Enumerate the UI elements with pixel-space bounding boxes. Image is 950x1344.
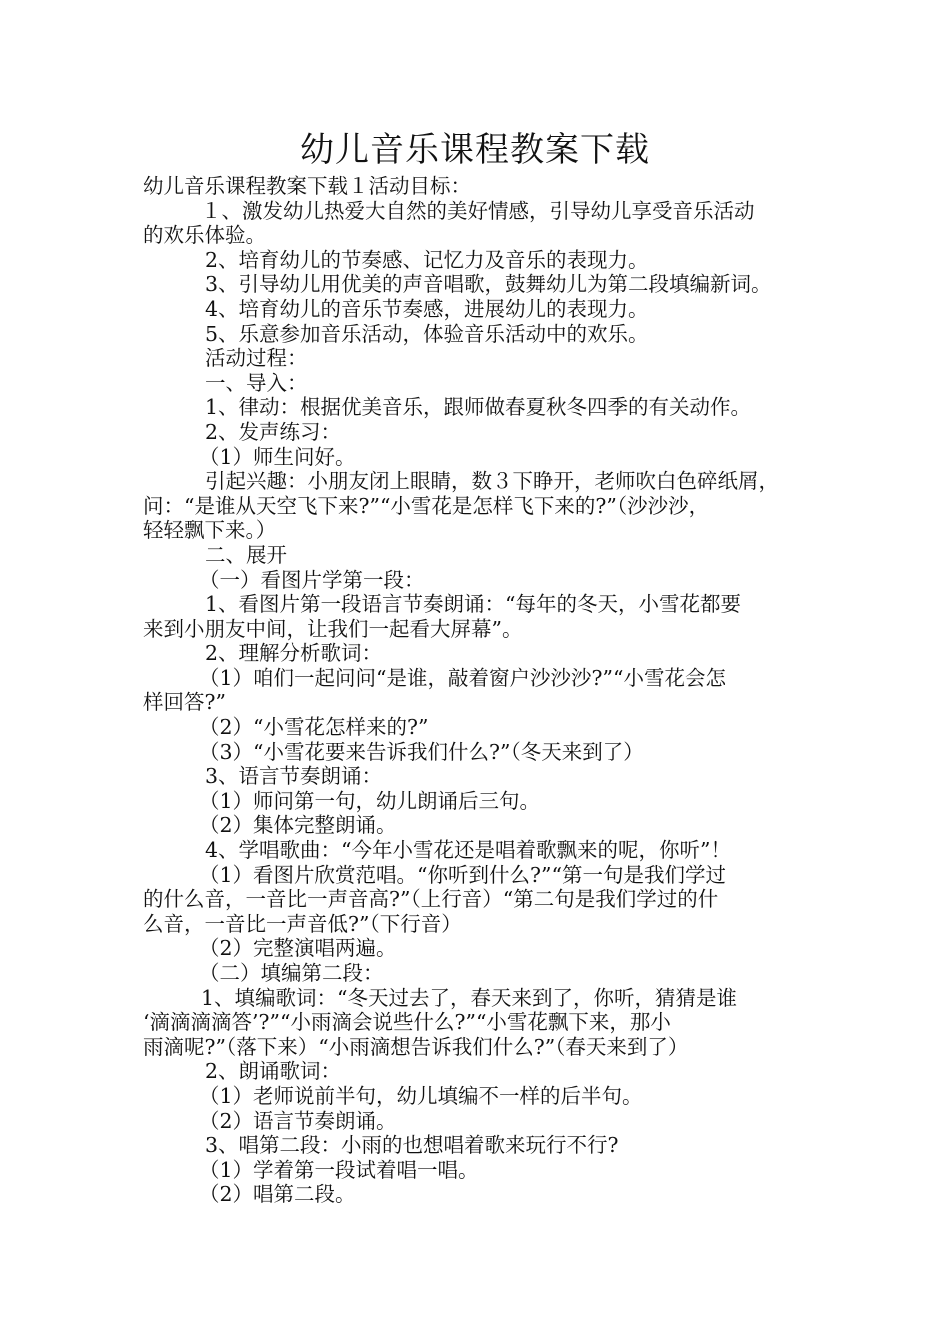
text-line: 问：“是谁从天空飞下来?”“小雪花是怎样飞下来的?”（沙沙沙， <box>143 493 710 518</box>
text-line: １、激发幼儿热爱大自然的美好情感，引导幼儿享受音乐活动 <box>201 198 755 223</box>
text-line: ‘滴滴滴滴答’?”“小雨滴会说些什么?”“小雪花飘下来，那小 <box>143 1010 671 1035</box>
text-line: 1、填编歌词：“冬天过去了，春天来到了，你听，猜猜是谁 <box>201 985 738 1010</box>
text-line: 来到小朋友中间，让我们一起看大屏幕”。 <box>143 616 523 641</box>
text-line: （2）集体完整朗诵。 <box>199 813 397 838</box>
text-line: 2、培育幼儿的节奏感、记忆力及音乐的表现力。 <box>205 247 649 272</box>
text-line: 轻轻飘下来。） <box>143 518 277 543</box>
text-line: 的什么音，一音比一声音高?”（上行音）“第二句是我们学过的什 <box>143 887 719 912</box>
text-line: 4、学唱歌曲：“今年小雪花还是唱着歌飘来的呢，你听”！ <box>205 838 732 863</box>
text-line: 1、看图片第一段语言节奏朗诵：“每年的冬天，小雪花都要 <box>205 592 742 617</box>
text-line: （1）老师说前半句，幼儿填编不一样的后半句。 <box>199 1083 643 1108</box>
text-line: 引起兴趣：小朋友闭上眼睛，数３下睁开，老师吹白色碎纸屑， <box>205 469 779 494</box>
text-line: 雨滴呢?”（落下来）“小雨滴想告诉我们什么?”（春天来到了） <box>143 1034 689 1059</box>
text-line: 一、导入： <box>205 370 308 395</box>
text-line: 5、乐意参加音乐活动，体验音乐活动中的欢乐。 <box>205 321 649 346</box>
text-line: 幼儿音乐课程教案下载１活动目标： <box>143 174 471 198</box>
text-line: 3、语言节奏朗诵： <box>205 764 383 789</box>
text-line: 3、唱第二段：小雨的也想唱着歌来玩行不行? <box>205 1133 619 1158</box>
text-line: 1、律动：根据优美音乐，跟师做春夏秋冬四季的有关动作。 <box>205 395 752 420</box>
text-line: （1）咱们一起问问“是谁，敲着窗户沙沙沙?”“小雪花会怎 <box>199 665 726 690</box>
text-line: （2）唱第二段。 <box>199 1182 356 1207</box>
document-title: 幼儿音乐课程教案下载 <box>300 130 650 170</box>
text-line: （2）“小雪花怎样来的?” <box>199 715 429 740</box>
text-line: （1）师生问好。 <box>199 444 356 469</box>
text-line: （1）师问第一句，幼儿朗诵后三句。 <box>199 788 541 813</box>
text-line: 2、朗诵歌词： <box>205 1059 342 1084</box>
text-line: 么音，一音比一声音低?”（下行音） <box>143 911 462 936</box>
text-line: 二、展开 <box>205 542 287 567</box>
text-line: 样回答?” <box>143 690 226 715</box>
text-line: （1）学着第一段试着唱一唱。 <box>199 1157 479 1182</box>
text-line: （2）完整演唱两遍。 <box>199 936 397 961</box>
text-line: 2、发声练习： <box>205 419 342 444</box>
text-line: 2、理解分析歌词： <box>205 641 383 666</box>
text-line: 活动过程： <box>205 346 308 371</box>
document-body <box>143 174 815 1207</box>
text-line: （3）“小雪花要来告诉我们什么?”（冬天来到了） <box>199 739 644 764</box>
text-line: （一）看图片学第一段： <box>199 567 425 592</box>
text-line: （1）看图片欣赏范唱。“你听到什么?”“第一句是我们学过 <box>199 862 726 887</box>
text-line: （2）语言节奏朗诵。 <box>199 1108 397 1133</box>
text-line: （二）填编第二段： <box>199 961 384 985</box>
text-line: 3、引导幼儿用优美的声音唱歌，鼓舞幼儿为第二段填编新词。 <box>205 272 772 297</box>
text-line: 4、培育幼儿的音乐节奏感，进展幼儿的表现力。 <box>205 296 649 321</box>
text-line: 的欢乐体验。 <box>143 223 266 248</box>
